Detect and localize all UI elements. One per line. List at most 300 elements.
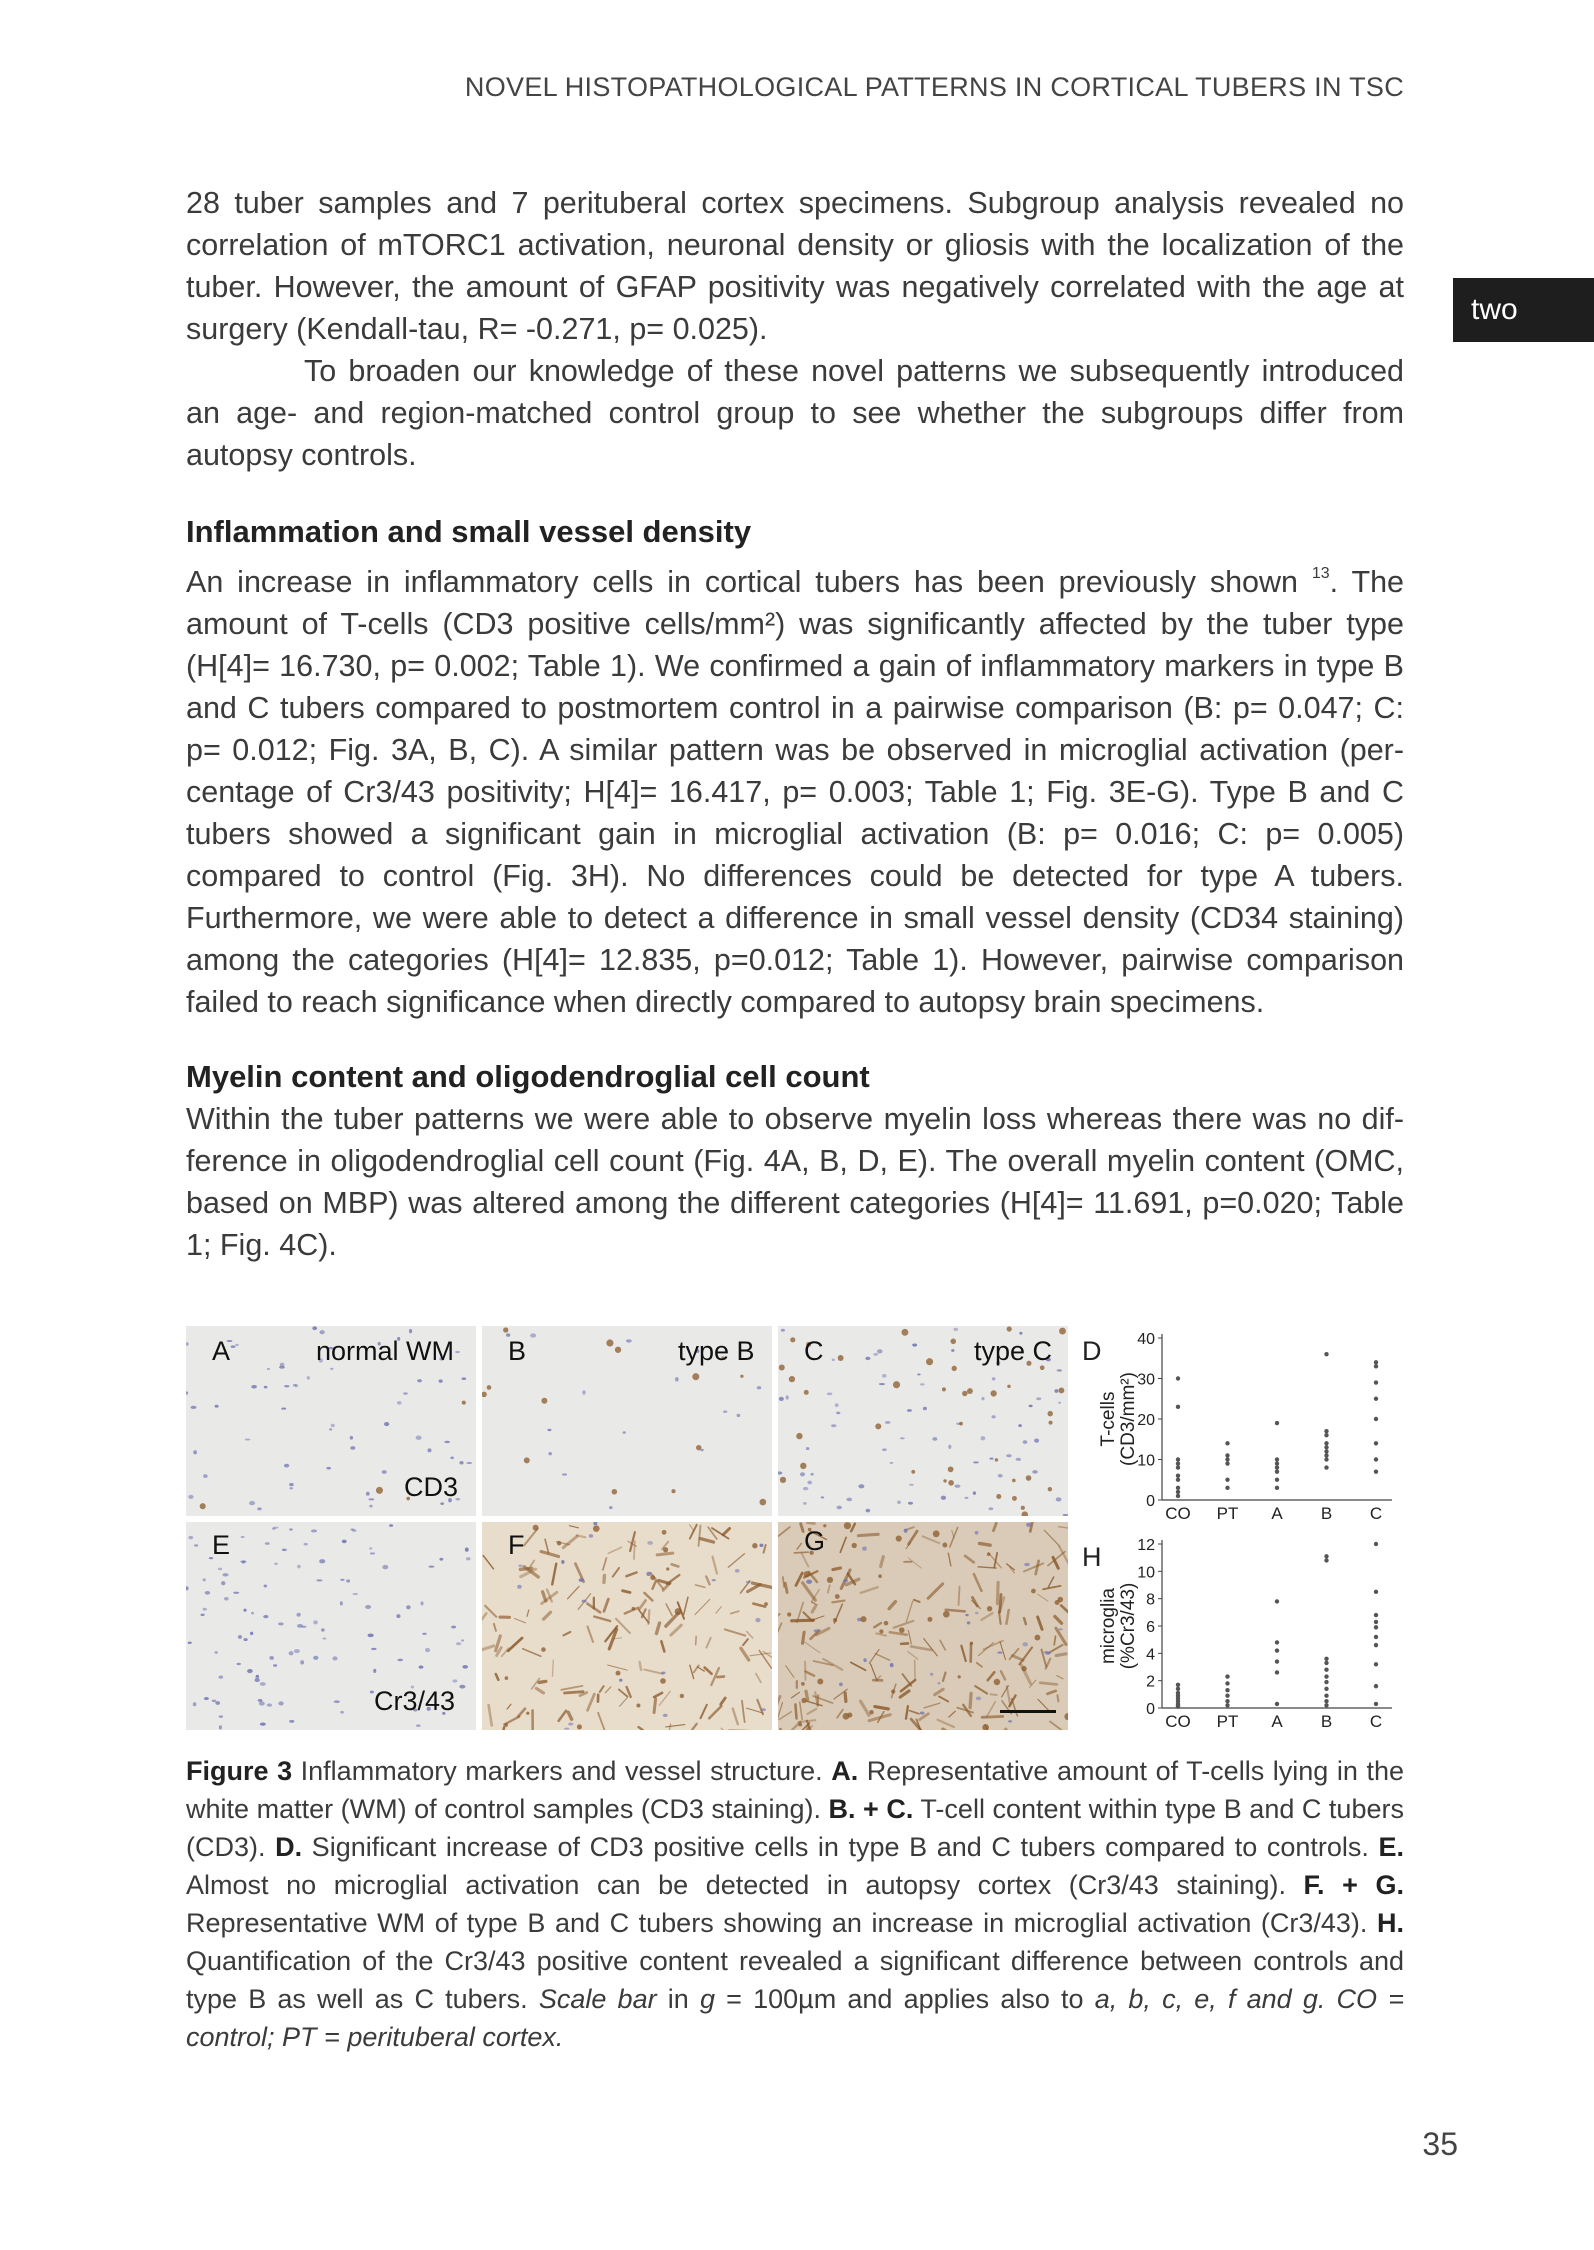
nucleus	[900, 1437, 905, 1439]
chart-h	[1070, 1532, 1404, 1730]
y-tick-label: 0	[1146, 1493, 1155, 1510]
stain-fiber	[684, 1597, 688, 1614]
data-point	[1176, 1478, 1180, 1482]
nucleus	[1006, 1454, 1012, 1457]
data-point	[1176, 1465, 1180, 1469]
stain-fiber	[613, 1568, 619, 1577]
stain-fiber	[915, 1660, 916, 1679]
stained-cell	[696, 1445, 701, 1450]
data-point	[1324, 1465, 1328, 1469]
stain-fiber	[706, 1638, 710, 1648]
caption-a-label: A.	[831, 1756, 859, 1786]
stained-cell	[376, 1487, 383, 1494]
stained-cell	[660, 1678, 666, 1684]
nucleus	[280, 1363, 285, 1367]
stain-fiber	[828, 1585, 830, 1592]
nucleus	[282, 1549, 287, 1551]
nucleus	[296, 1613, 300, 1617]
stain-fiber	[501, 1727, 504, 1730]
data-point	[1324, 1445, 1328, 1449]
data-point	[1275, 1457, 1279, 1461]
data-point	[1324, 1352, 1328, 1356]
nucleus	[1043, 1651, 1048, 1653]
nucleus	[193, 1450, 197, 1454]
figure-caption	[186, 1752, 1404, 2056]
stain-fiber	[639, 1727, 644, 1730]
nucleus	[973, 1461, 979, 1463]
stained-cell	[462, 1401, 466, 1405]
nucleus	[981, 1397, 984, 1400]
nucleus	[222, 1573, 228, 1576]
nucleus	[626, 1339, 632, 1342]
nucleus	[233, 1592, 239, 1594]
stained-cell	[1058, 1597, 1064, 1603]
stained-cell	[987, 1606, 992, 1611]
nucleus	[1029, 1405, 1033, 1408]
stain-fiber	[1050, 1722, 1063, 1730]
nucleus	[215, 1405, 219, 1408]
data-point	[1225, 1486, 1229, 1490]
stained-cell	[526, 1712, 529, 1715]
nucleus	[623, 1431, 626, 1434]
stain-fiber	[851, 1524, 855, 1532]
stain-fiber	[858, 1534, 878, 1535]
stained-cell	[764, 1602, 768, 1606]
nucleus	[462, 1665, 468, 1668]
stained-cell	[995, 1458, 998, 1461]
stained-cell	[844, 1522, 851, 1529]
nucleus	[264, 1585, 268, 1588]
stain-fiber	[935, 1689, 944, 1694]
nucleus	[1056, 1497, 1062, 1501]
stain-fiber	[654, 1699, 656, 1713]
caption-e-text: Almost no microglial activation can be detected in autopsy cortex (Cr3/43 staining).	[186, 1870, 1304, 1900]
panel-e-letter: E	[212, 1530, 231, 1560]
nucleus	[1022, 1642, 1028, 1646]
stained-cell	[847, 1712, 852, 1717]
stained-cell	[692, 1373, 699, 1380]
nucleus	[907, 1409, 912, 1412]
nucleus	[263, 1615, 268, 1618]
stain-fiber	[1000, 1642, 1005, 1660]
stained-cell	[948, 1466, 954, 1472]
nucleus	[779, 1397, 784, 1401]
data-point	[1374, 1590, 1378, 1594]
y-tick-label: 6	[1146, 1619, 1155, 1636]
panel-c-letter: C	[804, 1336, 824, 1366]
nucleus	[781, 1329, 785, 1332]
stained-cell	[636, 1704, 640, 1708]
data-point	[1176, 1691, 1180, 1695]
nucleus	[297, 1624, 303, 1628]
paragraph-3-rest: . The amount of T-cells (CD3 positive cells/mm²) was significantly affected by the tuber type (H[4]= 16.730, p= 0.002; Table 1). We confirmed a gain of inflammatory markers in type B and C tubers compared to postmortem control in a pairwise comparison (B: p= 0.047; C: p= 0.012; Fig. 3A, B, C). A similar pattern was be observed in microglial activation (percentage of Cr3/43 positivity; H[4]= 16.417, p= 0.003; Table 1; Fig. 3E-G). Type B and C tubers showed a significant gain in microglial activation (B: p= 0.016; C: p= 0.005) compared to control (Fig. 3H). No differences could be detected for type A tubers. Furthermore, we were able to detect a difference in small vessel density (CD34 staining) among the categories (H[4]= 12.835, p=0.012; Table 1). However, pairwise comparison failed to reach significance when directly compared to autopsy brain specimens.	[186, 565, 1404, 1019]
caption-bc-label: B. + C.	[828, 1794, 914, 1824]
caption-scalebar-text-1: in	[656, 1984, 700, 2014]
nucleus	[419, 1665, 424, 1668]
panel-a-title: normal WM	[316, 1336, 455, 1366]
stained-cell	[801, 1698, 806, 1703]
stain-fiber	[959, 1587, 960, 1605]
nucleus	[382, 1565, 388, 1569]
stained-cell	[1026, 1475, 1032, 1481]
nucleus	[188, 1536, 193, 1539]
nucleus	[331, 1424, 335, 1427]
stained-cell	[860, 1616, 866, 1622]
stain-fiber	[924, 1639, 938, 1656]
stain-fiber	[743, 1639, 748, 1645]
stain-fiber	[906, 1706, 908, 1718]
figure-3	[186, 1326, 1404, 1730]
data-point	[1275, 1478, 1279, 1482]
stain-fiber	[785, 1583, 787, 1592]
stained-cell	[933, 1530, 940, 1537]
nucleus	[843, 1579, 848, 1582]
stain-fiber	[725, 1629, 745, 1635]
data-point	[1374, 1625, 1378, 1629]
stain-fiber	[1048, 1577, 1053, 1587]
stain-fiber	[667, 1575, 680, 1584]
nucleus	[863, 1658, 866, 1662]
x-tick-label: B	[1320, 1504, 1333, 1522]
nucleus	[416, 1436, 422, 1440]
nucleus	[238, 1635, 242, 1639]
panel-b-micrograph	[482, 1326, 772, 1516]
stained-cell	[482, 1392, 487, 1398]
nucleus	[568, 1723, 573, 1726]
nucleus	[465, 1547, 469, 1551]
nucleus	[334, 1700, 340, 1703]
x-tick-label: B	[1320, 1712, 1333, 1730]
stained-cell	[798, 1723, 802, 1727]
stained-cell	[943, 1611, 950, 1618]
nucleus	[369, 1547, 372, 1549]
citation-13[interactable]: 13	[1311, 565, 1330, 582]
nucleus	[1032, 1470, 1038, 1474]
nucleus	[218, 1568, 222, 1571]
data-point	[1374, 1380, 1378, 1384]
nucleus	[259, 1701, 265, 1705]
stain-fiber	[634, 1541, 635, 1559]
nucleus	[247, 1669, 253, 1673]
stained-cell	[541, 1398, 547, 1404]
data-point	[1374, 1620, 1378, 1624]
nucleus	[735, 1569, 740, 1573]
nucleus	[954, 1485, 960, 1488]
nucleus	[518, 1564, 522, 1567]
data-point	[1176, 1405, 1180, 1409]
heading-myelin: Myelin content and oligodendroglial cell count	[186, 1059, 870, 1094]
stain-fiber	[559, 1711, 566, 1721]
stained-cell	[1048, 1487, 1052, 1491]
nucleus	[190, 1406, 196, 1409]
nucleus	[548, 1452, 552, 1455]
stained-cell	[952, 1366, 957, 1371]
stained-cell	[615, 1347, 621, 1353]
stain-fiber	[626, 1572, 636, 1576]
stain-fiber	[889, 1602, 895, 1609]
stain-fiber	[666, 1604, 672, 1616]
stain-fiber	[541, 1551, 559, 1556]
nucleus	[352, 1529, 356, 1532]
stain-fiber	[644, 1670, 662, 1674]
stain-fiber	[764, 1545, 766, 1553]
nucleus	[366, 1492, 370, 1496]
nucleus	[965, 1614, 968, 1616]
stained-cell	[878, 1574, 882, 1578]
stain-fiber	[993, 1523, 996, 1530]
y-tick-label: 10	[1137, 1564, 1155, 1582]
stain-fiber	[837, 1710, 843, 1718]
nucleus	[340, 1601, 343, 1605]
stained-cell	[950, 1339, 956, 1345]
caption-scalebar-panels: a, b, c, e, f and g. CO = control; PT = perituberal cortex.	[186, 1984, 1404, 2052]
nucleus	[450, 1456, 453, 1459]
panel-b-title: type B	[678, 1336, 755, 1366]
stain-fiber	[812, 1607, 815, 1612]
nucleus	[350, 1446, 355, 1450]
nucleus	[530, 1333, 536, 1337]
nucleus	[329, 1428, 332, 1430]
panel-c-title: type C	[974, 1336, 1053, 1366]
stain-fiber	[832, 1601, 844, 1603]
y-axis-label-2: (%Cr3/43)	[1118, 1582, 1139, 1670]
stained-cell	[942, 1387, 946, 1391]
x-tick-label: PT	[1216, 1504, 1239, 1522]
cells-f	[482, 1522, 772, 1730]
stain-fiber	[625, 1608, 638, 1614]
stained-cell	[1007, 1326, 1012, 1331]
nucleus	[561, 1560, 564, 1564]
stained-cell	[942, 1543, 947, 1548]
nucleus	[466, 1557, 471, 1560]
data-point	[1176, 1486, 1180, 1490]
x-tick-label: A	[1271, 1504, 1283, 1522]
nucleus	[269, 1656, 274, 1660]
data-point	[1275, 1469, 1279, 1473]
stained-cell	[650, 1575, 655, 1580]
nucleus	[975, 1612, 979, 1615]
nucleus	[920, 1383, 925, 1385]
stain-fiber	[527, 1610, 529, 1616]
chapter-tab: two	[1453, 278, 1594, 342]
data-point	[1275, 1640, 1279, 1644]
stain-fiber	[1036, 1561, 1039, 1574]
data-point	[1225, 1688, 1229, 1692]
stain-fiber	[536, 1688, 543, 1693]
nucleus	[235, 1344, 238, 1346]
stain-fiber	[909, 1531, 918, 1544]
nucleus	[265, 1542, 270, 1545]
nucleus	[723, 1410, 727, 1413]
stain-fiber	[753, 1604, 765, 1607]
stained-cell	[901, 1329, 908, 1336]
stain-fiber	[656, 1623, 659, 1634]
stain-fiber	[1024, 1618, 1026, 1624]
nucleus	[989, 1457, 993, 1459]
nucleus	[320, 1330, 325, 1334]
stain-fiber	[552, 1660, 553, 1676]
nucleus	[948, 1445, 951, 1449]
panel-e-stain: Cr3/43	[374, 1686, 456, 1716]
data-point	[1176, 1490, 1180, 1494]
stain-fiber	[997, 1582, 998, 1603]
stain-fiber	[845, 1693, 846, 1701]
stained-cell	[994, 1679, 1000, 1685]
stain-fiber	[948, 1553, 951, 1566]
stained-cell	[804, 1571, 810, 1577]
nucleus	[865, 1357, 870, 1361]
stain-fiber	[496, 1674, 498, 1680]
stain-fiber	[747, 1632, 753, 1638]
nucleus	[251, 1612, 254, 1615]
stain-fiber	[654, 1693, 662, 1697]
stained-cell	[833, 1618, 837, 1622]
y-axis-label-1: microglia	[1098, 1587, 1119, 1665]
stain-fiber	[1044, 1530, 1059, 1546]
data-point	[1324, 1429, 1328, 1433]
stain-fiber	[961, 1646, 965, 1661]
nucleus	[203, 1578, 206, 1581]
stain-fiber	[494, 1624, 496, 1631]
panel-a-letter: A	[212, 1336, 231, 1366]
stain-fiber	[733, 1709, 738, 1725]
nucleus	[755, 1618, 760, 1622]
stain-fiber	[803, 1632, 805, 1643]
stain-fiber	[482, 1646, 494, 1651]
stain-fiber	[705, 1668, 712, 1674]
nucleus	[251, 1385, 257, 1388]
stain-fiber	[797, 1543, 801, 1549]
stain-fiber	[721, 1728, 727, 1730]
stain-fiber	[1000, 1729, 1006, 1730]
nucleus	[675, 1377, 679, 1381]
stain-fiber	[523, 1649, 541, 1656]
caption-d-label: D.	[275, 1832, 303, 1862]
stain-fiber	[950, 1527, 958, 1547]
stained-cell	[1007, 1385, 1010, 1388]
stain-fiber	[977, 1663, 982, 1667]
stain-fiber	[1006, 1610, 1008, 1624]
stained-cell	[671, 1489, 675, 1493]
stained-cell	[503, 1327, 508, 1332]
nucleus	[800, 1472, 805, 1476]
nucleus	[837, 1506, 842, 1510]
stained-cell	[927, 1617, 932, 1622]
stain-fiber	[695, 1585, 704, 1587]
stain-fiber	[910, 1711, 919, 1714]
nucleus	[879, 1383, 885, 1385]
x-tick-label: A	[1271, 1712, 1283, 1730]
page-number: 35	[1422, 2126, 1458, 2162]
stain-fiber	[695, 1599, 710, 1614]
data-point	[1225, 1457, 1229, 1461]
stain-fiber	[672, 1564, 678, 1566]
y-tick-label: 0	[1146, 1701, 1155, 1718]
stain-fiber	[657, 1553, 673, 1555]
nucleus	[976, 1697, 982, 1701]
stained-cell	[662, 1530, 667, 1535]
stain-fiber	[653, 1581, 656, 1588]
stain-fiber	[608, 1665, 628, 1670]
data-point	[1374, 1469, 1378, 1473]
nucleus	[890, 1663, 894, 1667]
nucleus	[646, 1572, 651, 1576]
nucleus	[370, 1552, 375, 1554]
y-axis-label-1: T-cells	[1098, 1391, 1119, 1447]
data-point	[1176, 1376, 1180, 1380]
stained-cell	[804, 1390, 809, 1395]
body-text-top	[186, 182, 1404, 476]
nucleus	[369, 1505, 372, 1508]
stain-fiber	[1012, 1656, 1023, 1661]
nucleus	[284, 1385, 289, 1387]
stain-fiber	[756, 1673, 761, 1682]
stain-fiber	[552, 1564, 556, 1585]
nucleus	[260, 1682, 266, 1686]
nucleus	[300, 1660, 304, 1664]
stained-cell	[1031, 1589, 1036, 1594]
nucleus	[897, 1500, 901, 1504]
stain-fiber	[1047, 1691, 1055, 1694]
caption-d-text: Significant increase of CD3 positive cells in type B and C tubers compared to controls.	[302, 1832, 1379, 1862]
nucleus	[456, 1642, 461, 1645]
stain-fiber	[812, 1602, 817, 1605]
nucleus	[1062, 1514, 1068, 1516]
stain-fiber	[914, 1600, 920, 1602]
data-point	[1225, 1703, 1229, 1707]
nucleus	[873, 1353, 878, 1356]
nucleus	[975, 1531, 979, 1535]
stained-cell	[557, 1541, 562, 1546]
nucleus	[219, 1715, 223, 1717]
nucleus	[836, 1412, 840, 1415]
data-point	[1176, 1494, 1180, 1498]
stained-cell	[675, 1608, 682, 1615]
nucleus	[459, 1685, 465, 1689]
stain-fiber	[778, 1623, 782, 1640]
stain-fiber	[871, 1664, 877, 1680]
stained-cell	[1059, 1328, 1066, 1335]
stain-fiber	[978, 1567, 996, 1568]
nucleus	[593, 1522, 597, 1525]
data-point	[1374, 1662, 1378, 1666]
nucleus	[930, 1673, 933, 1676]
stained-cell	[959, 1422, 963, 1426]
data-point	[1275, 1461, 1279, 1465]
nucleus	[998, 1474, 1003, 1478]
nucleus	[215, 1651, 218, 1653]
stain-fiber	[515, 1618, 526, 1622]
stain-fiber	[861, 1587, 878, 1593]
stained-cell	[899, 1627, 905, 1633]
paragraph-3-start: An increase in inflammatory cells in cortical tubers has been previously shown	[186, 565, 1312, 599]
nucleus	[862, 1546, 867, 1550]
nucleus	[420, 1601, 423, 1605]
data-point	[1275, 1670, 1279, 1674]
nucleus	[340, 1711, 344, 1714]
nucleus	[272, 1527, 275, 1529]
stain-fiber	[881, 1557, 884, 1567]
data-point	[1374, 1364, 1378, 1368]
paragraph-4: Within the tuber patterns we were able to observe myelin loss whereas there was no difference in oligodendroglial cell count (Fig. 4A, B, D, E). The overall myelin content (OMC, based on MBP) was altered among the different categories (H[4]= 11.691, p=0.020; Table 1; Fig. 4C).	[186, 1102, 1404, 1262]
stained-cell	[970, 1642, 973, 1645]
stain-fiber	[570, 1526, 579, 1528]
nucleus	[647, 1541, 653, 1545]
stained-cell	[990, 1390, 996, 1396]
stained-cell	[800, 1463, 806, 1469]
nucleus	[885, 1421, 891, 1424]
nucleus	[619, 1679, 622, 1682]
